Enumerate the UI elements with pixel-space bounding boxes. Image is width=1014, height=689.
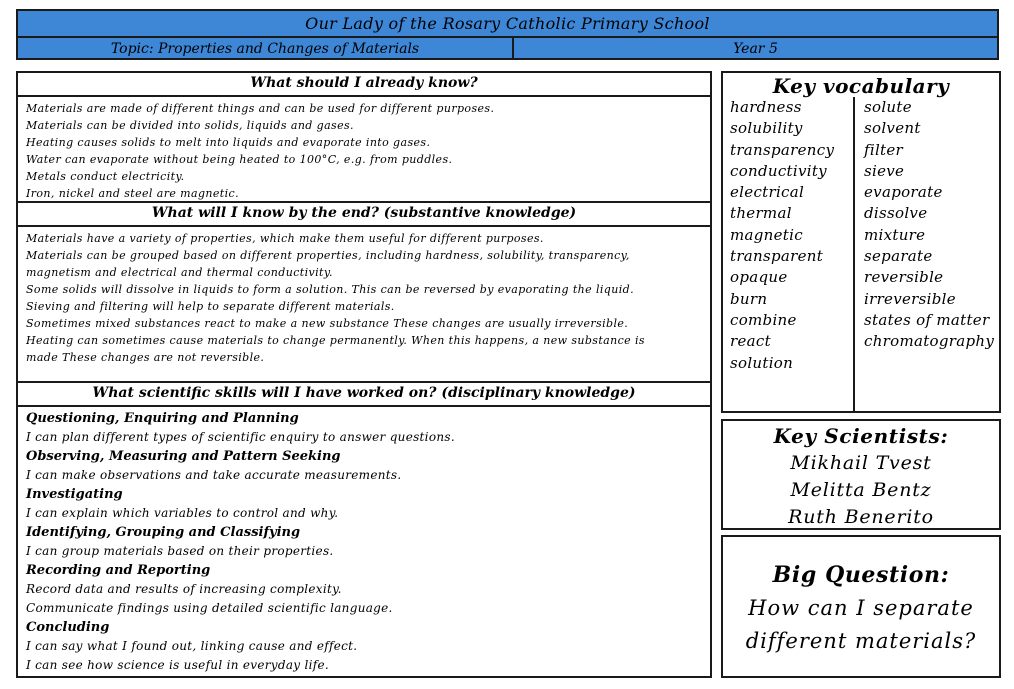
- school-name: Our Lady of the Rosary Catholic Primary School: [18, 11, 997, 38]
- vocab-word: burn: [730, 289, 768, 308]
- disciplinary-heading: What scientific skills will I have worked on? (disciplinary knowledge): [18, 381, 710, 407]
- skill-line: I can say what I found out, linking cause and effect.: [26, 639, 358, 653]
- big-question-panel: [721, 535, 1001, 678]
- topic-label: Topic: Properties and Changes of Materials: [18, 38, 514, 60]
- prior-knowledge-list: [18, 97, 710, 201]
- big-question-line-1: How can I separate: [748, 596, 974, 620]
- vocab-word: irreversible: [864, 289, 956, 308]
- vocab-word: solubility: [730, 119, 803, 138]
- vocab-word: conductivity: [730, 161, 827, 180]
- list-item: Sieving and filtering will help to separate different materials.: [26, 300, 395, 313]
- vocab-word: separate: [864, 247, 933, 266]
- skill-line: I can make observations and take accurate measurements.: [26, 468, 402, 482]
- skill-line: I can see how science is useful in everyday life.: [26, 658, 330, 672]
- list-item: magnetism and electrical and thermal conductivity.: [26, 266, 333, 279]
- scientist-name: Ruth Benerito: [788, 506, 934, 528]
- skill-group-title: Investigating: [26, 487, 123, 502]
- substantive-list: [18, 227, 710, 381]
- vocabulary-column-2: [855, 97, 999, 411]
- scientist-name: Mikhail Tvest: [790, 452, 932, 474]
- vocab-word: dissolve: [864, 204, 928, 223]
- list-item: Materials have a variety of properties, which make them useful for different purposes.: [26, 232, 544, 245]
- vocab-word: solution: [730, 353, 794, 372]
- big-question-title: Big Question:: [772, 562, 950, 588]
- scientist-name: Melitta Bentz: [790, 479, 932, 501]
- vocabulary-columns: [723, 97, 999, 411]
- list-item: Heating causes solids to melt into liquids and evaporate into gases.: [26, 136, 431, 149]
- scientists-panel: [721, 419, 1001, 530]
- list-item: Heating can sometimes cause materials to change permanently. When this happens, a new substance is: [26, 334, 645, 347]
- vocab-word: filter: [864, 140, 904, 159]
- skill-line: Record data and results of increasing complexity.: [26, 582, 342, 596]
- vocab-word: transparent: [730, 247, 824, 266]
- vocab-word: reversible: [864, 268, 944, 287]
- topic-row: [18, 38, 997, 60]
- big-question-line-2: different materials?: [745, 629, 977, 653]
- prior-knowledge-heading: What should I already know?: [18, 73, 710, 97]
- skill-group-title: Observing, Measuring and Pattern Seeking: [26, 449, 341, 464]
- header-banner: [16, 9, 999, 60]
- list-item: Sometimes mixed substances react to make a new substance These changes are usually irreversible.: [26, 317, 629, 330]
- skill-line: I can plan different types of scientific enquiry to answer questions.: [26, 430, 455, 444]
- skill-group-title: Identifying, Grouping and Classifying: [26, 525, 301, 540]
- vocab-word: thermal: [730, 204, 792, 223]
- list-item: Some solids will dissolve in liquids to form a solution. This can be reversed by evaporating the liquid.: [26, 283, 634, 296]
- skill-group-title: Concluding: [26, 620, 110, 635]
- vocab-word: solute: [864, 98, 912, 116]
- vocab-word: magnetic: [730, 225, 803, 244]
- list-item: Water can evaporate without being heated to 100°C, e.g. from puddles.: [26, 153, 453, 166]
- vocabulary-column-1: [723, 97, 855, 411]
- list-item: Iron, nickel and steel are magnetic.: [26, 187, 239, 200]
- skill-line: I can explain which variables to control and why.: [26, 506, 339, 520]
- vocab-word: opaque: [730, 268, 788, 287]
- vocab-word: evaporate: [864, 183, 943, 202]
- skill-group-title: Questioning, Enquiring and Planning: [26, 411, 299, 426]
- skill-line: I can group materials based on their properties.: [26, 544, 334, 558]
- skills-list: [18, 407, 710, 675]
- vocab-word: transparency: [730, 140, 835, 159]
- list-item: Materials can be grouped based on different properties, including hardness, solubility, transparency,: [26, 249, 630, 262]
- knowledge-panel: [16, 71, 712, 678]
- vocab-word: hardness: [730, 98, 802, 116]
- vocabulary-panel: [721, 71, 1001, 413]
- vocab-word: states of matter: [864, 310, 990, 329]
- substantive-heading: What will I know by the end? (substantive knowledge): [18, 201, 710, 227]
- vocab-word: solvent: [864, 119, 921, 138]
- list-item: Materials can be divided into solids, liquids and gases.: [26, 119, 354, 132]
- vocab-word: mixture: [864, 225, 926, 244]
- vocab-word: electrical: [730, 183, 805, 202]
- list-item: Metals conduct electricity.: [26, 170, 185, 183]
- vocabulary-title: Key vocabulary: [772, 74, 950, 98]
- vocab-word: chromatography: [864, 332, 995, 351]
- year-label: Year 5: [733, 41, 778, 57]
- scientists-title: Key Scientists:: [773, 424, 949, 448]
- vocab-word: react: [730, 332, 771, 351]
- skill-group-title: Recording and Reporting: [26, 563, 211, 578]
- skill-line: Communicate findings using detailed scientific language.: [26, 601, 393, 615]
- vocab-word: sieve: [864, 161, 905, 180]
- list-item: Materials are made of different things and can be used for different purposes.: [26, 102, 495, 115]
- list-item: made These changes are not reversible.: [26, 351, 265, 364]
- vocab-word: combine: [730, 310, 797, 329]
